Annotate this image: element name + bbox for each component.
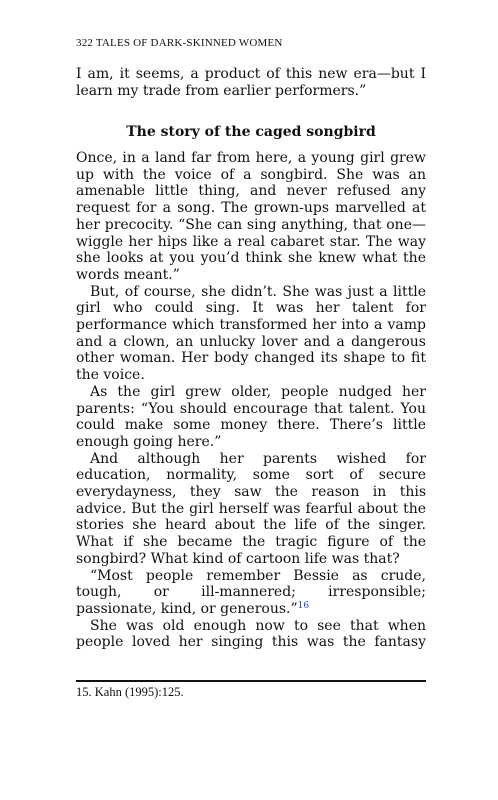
footnote: 15. Kahn (1995):125. — [76, 685, 184, 699]
paragraph-3: As the girl grew older, people nudged her parents: “You should encourage that talent. You could make some money there. There’s little enough going here.” — [76, 383, 426, 450]
paragraph-6: She was old enough now to see that when people loved her singing this was the fantasy — [76, 617, 426, 651]
intro-block — [76, 66, 426, 99]
quote-line-1: “Most people remember Bessie as crude, — [90, 567, 426, 584]
quote-line-3-text: passionate, kind, or generous.” — [76, 600, 298, 617]
paragraph-2: But, of course, she didn’t. She was just a little girl who could sing. It was her talent for performance which transformed her into a vamp and a clown, an unlucky lover and a dangerous other woman. Her body changed its shape to fit the voice. — [76, 283, 426, 384]
intro-paragraph: I am, it seems, a product of this new era—but I learn my trade from earlier performers.” — [76, 66, 426, 99]
story-text — [76, 150, 426, 651]
running-head: 322 TALES OF DARK-SKINNED WOMEN — [76, 37, 283, 49]
footnote-divider — [76, 680, 426, 682]
quote-line-2: tough, or ill-mannered; irresponsible; — [76, 584, 426, 601]
paragraph-1: Once, in a land far from here, a young girl grew up with the voice of a songbird. She was an amenable little thing, and never refused any request for a song. The grown-ups marvelled at her precocity. “She can sing anything, that one—wiggle her hips like a real cabaret star. The way she looks at you you’d think she knew what the words meant.” — [76, 150, 426, 283]
paragraph-5-quote — [76, 568, 426, 618]
footnote-ref-16[interactable]: 16 — [297, 600, 310, 611]
section-heading: The story of the caged songbird — [126, 124, 376, 140]
paragraph-4: And although her parents wished for education, normality, some sort of secure everydayness, they saw the reason in this advice. But the girl herself was fearful about the stories she heard about the life of the singer. What if she became the tragic figure of the songbird? What kind of cartoon life was that? — [76, 450, 426, 567]
quote-line-3 — [76, 601, 426, 618]
